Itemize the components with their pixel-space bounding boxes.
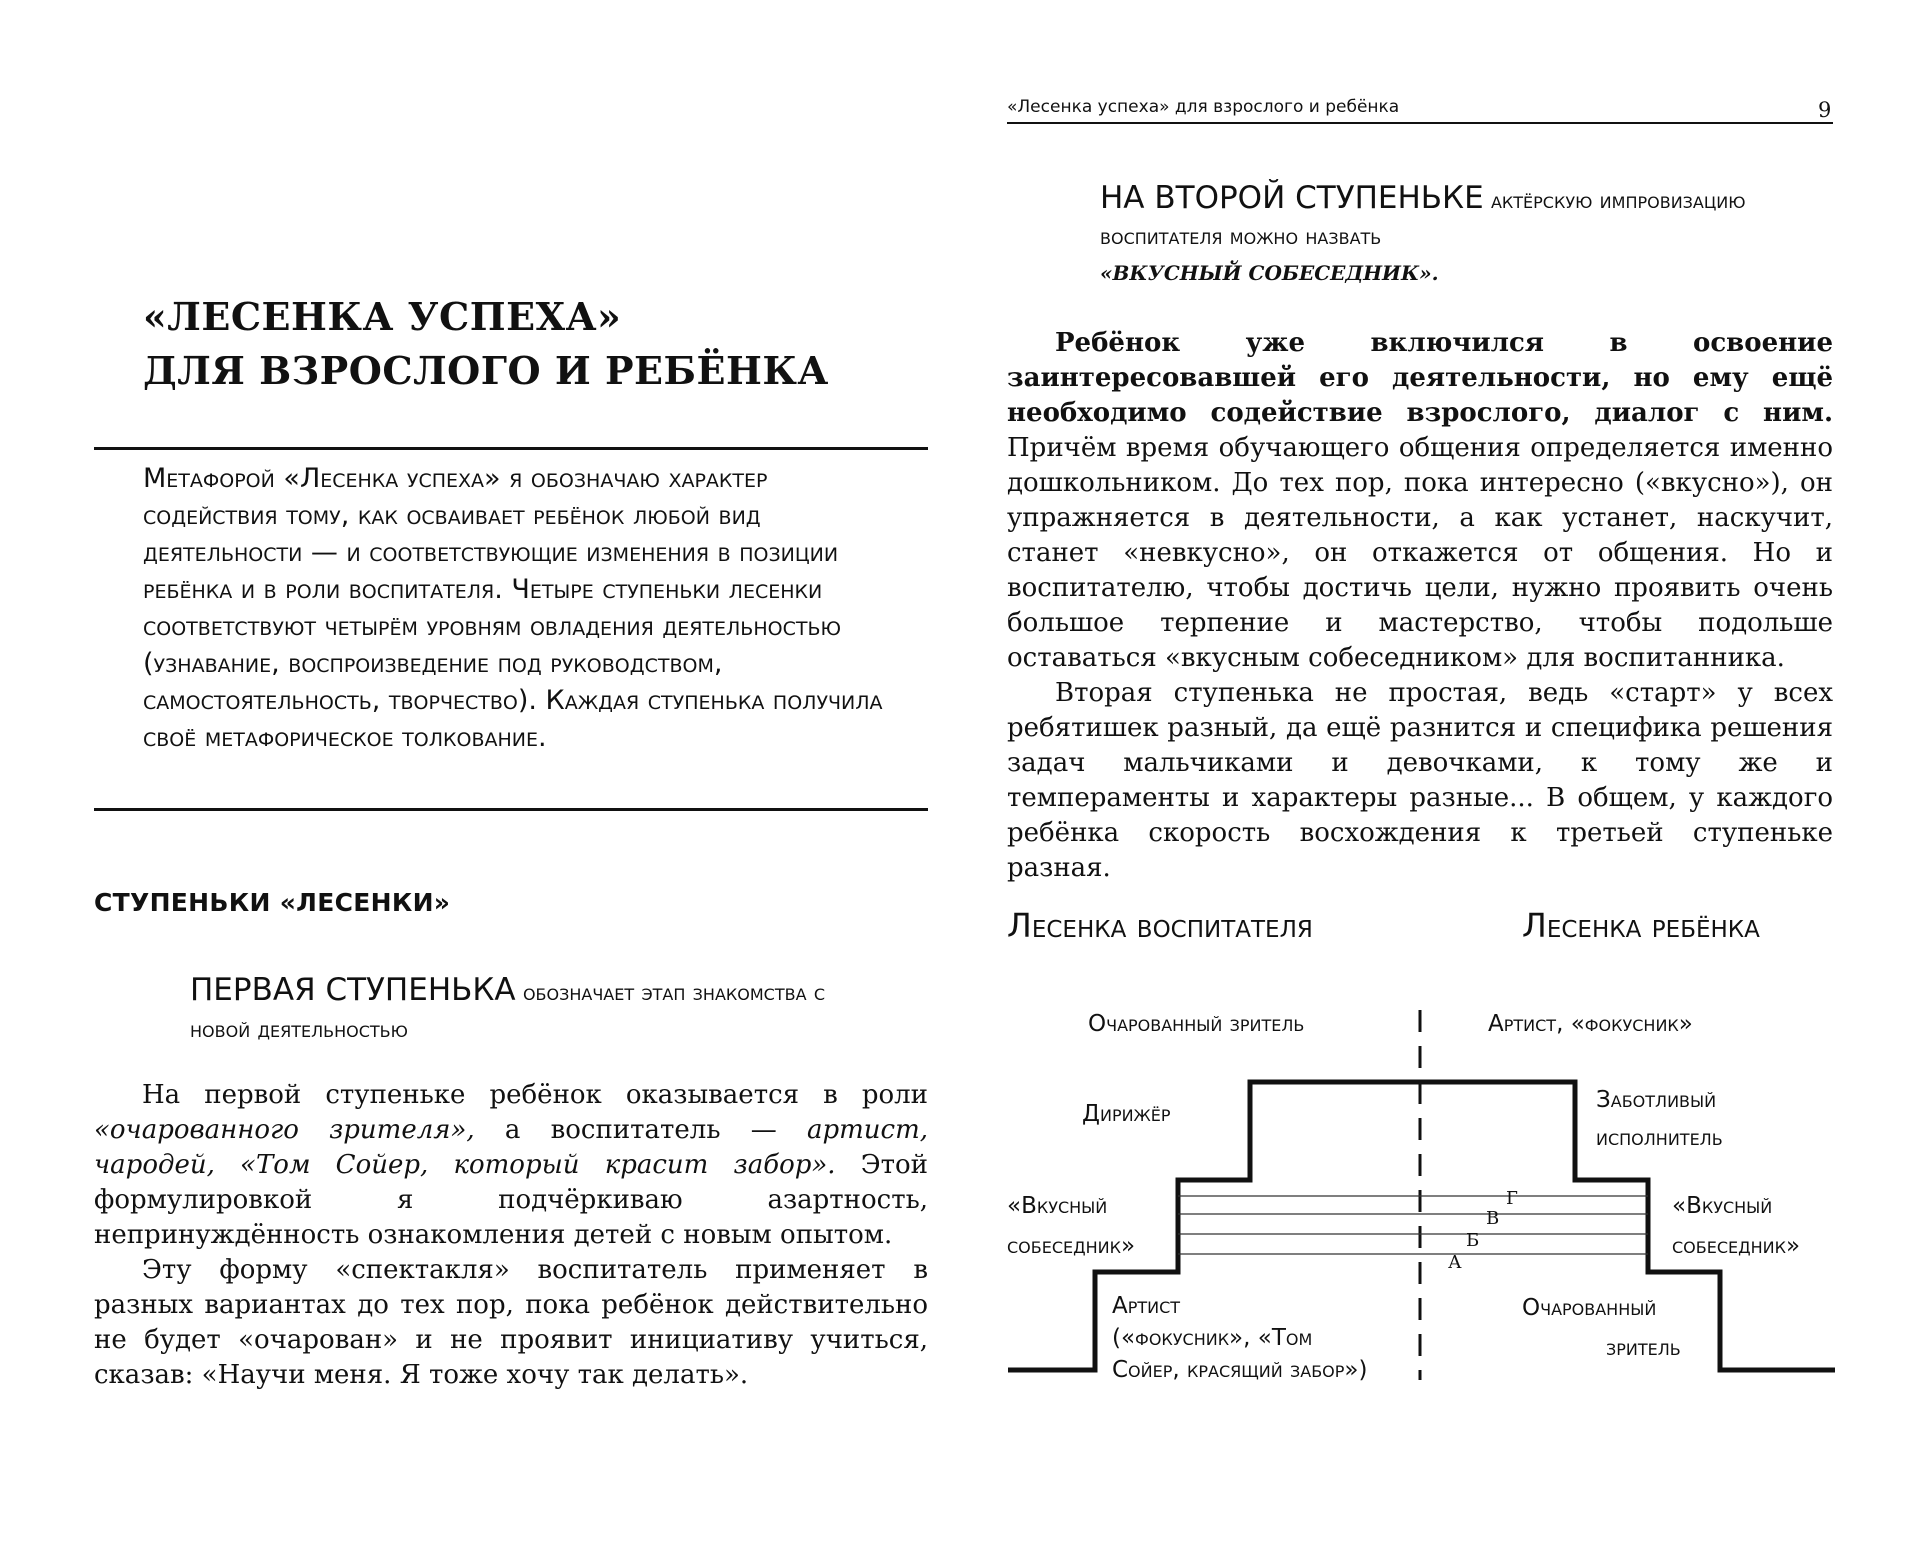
label-step2-right-2: собеседник» [1672,1233,1801,1259]
label-step1-left-1: Артист [1112,1293,1181,1319]
substep-letter-v: В [1486,1208,1500,1229]
right-paragraph-1 [1007,326,1833,676]
intro-top-rule [94,447,928,450]
label-top-left: Очарованный зритель [1088,1011,1305,1037]
right-p1-rest: Причём время обучающего общения определяется именно дошкольником. До тех пор, пока интересно («вкусно»), он упражняется в деятельности, а как устанет, наскучит, станет «невкусно», он откажется от общения. Но и воспитателю, чтобы достичь цели, нужно проявить очень большое терпение и мастерство, чтобы подольше оставаться «вкусным собеседником» для воспитанника. [1007,433,1833,673]
substep-letter-a: А [1448,1252,1462,1273]
label-step3-left: Дирижёр [1082,1101,1171,1127]
intro-bottom-rule [94,808,928,811]
first-step-title: ПЕРВАЯ СТУПЕНЬКА [190,972,516,1008]
label-step3-right-2: исполнитель [1596,1125,1723,1151]
label-top-right: Артист, «фокусник» [1488,1011,1693,1037]
label-step1-left-3: Сойер, красящий забор») [1112,1357,1368,1383]
right-paragraph-2: Вторая ступенька не простая, ведь «старт» у всех ребятишек разный, да ещё разнится и специфика решения задач мальчиками и девочками, к тому же и темпераменты и характеры разные... В общем, у каждого ребёнка скорость восхождения к третьей ступеньке разная. [1007,678,1833,883]
left-p1-part1: На первой ступеньке ребёнок оказывается в роли [142,1080,928,1110]
label-step1-left-2: («фокусник», «Том [1112,1325,1313,1351]
substep-letter-g: Г [1506,1188,1518,1209]
left-p1-italic2: артист, чародей, «Том Сойер, который красит забор». [94,1115,928,1180]
left-p1-part2: а воспитатель — [474,1115,807,1145]
chapter-title-line1: «ЛЕСЕНКА УСПЕХА» [143,294,622,339]
left-p1-italic1: «очарованного зрителя», [94,1115,475,1145]
label-step3-right-1: Заботливый [1596,1087,1717,1113]
diagram-title-right: Лесенка ребёнка [1522,906,1760,945]
running-head: «Лесенка успеха» для взрослого и ребёнка [1007,97,1400,117]
intro-text: Метафорой «Лесенка успеха» я обозначаю характер содействия тому, как осваивает ребёнок любой вид деятельности — и соответствующие изменения в позиции ребёнка и в роли воспитателя. Четыре ступеньки лесенки соответствуют четырём уровням овладения деятельностью (узнавание, воспроизведение под руководством, самостоятельность, творчество). Каждая ступенька получила своё метафорическое толкование. [143,463,883,753]
label-step2-left-2: собеседник» [1007,1233,1136,1259]
left-paragraph-2: Эту форму «спектакля» воспитатель применяет в разных вариантах до тех пор, пока ребёнок действительно не будет «очарован» и не проявит инициативу учиться, сказав: «Научи меня. Я тоже хочу так делать». [94,1255,928,1390]
label-step1-right-2: зритель [1606,1335,1681,1361]
second-step-italic: «ВКУСНЫЙ СОБЕСЕДНИК». [1100,261,1439,285]
chapter-title-line2: ДЛЯ ВЗРОСЛОГО И РЕБЁНКА [143,348,829,393]
diagram-title-left: Лесенка воспитателя [1007,906,1313,945]
label-step2-left-1: «Вкусный [1007,1193,1108,1219]
right-p1-bold: Ребёнок уже включился в освоение заинтересовавшей его деятельности, но ему ещё необходимо содействие взрослого, диалог с ним. [1007,328,1833,428]
left-paragraph-1 [94,1078,928,1253]
first-step-subtitle: обозначает этап знакомства с новой деятельностью [190,980,826,1043]
left-body [94,1078,928,1393]
page-number: 9 [1818,98,1832,122]
label-step1-right-1: Очарованный [1522,1295,1657,1321]
second-step-heading [1100,180,1860,291]
substep-letter-b: Б [1466,1230,1480,1251]
label-step2-right-1: «Вкусный [1672,1193,1773,1219]
running-head-rule [1007,122,1833,124]
first-step-heading [190,972,890,1049]
left-p1-part3: Этой формулировкой я подчёркиваю азартность, непринуждённость ознакомления детей с новым опытом. [94,1150,928,1250]
section-heading: СТУПЕНЬКИ «ЛЕСЕНКИ» [94,888,451,917]
right-body [1007,326,1833,886]
second-step-rest: актёрскую импровизацию воспитателя можно назвать [1100,188,1746,250]
second-step-title: НА ВТОРОЙ СТУПЕНЬКЕ [1100,180,1484,216]
chapter-title [143,290,829,398]
